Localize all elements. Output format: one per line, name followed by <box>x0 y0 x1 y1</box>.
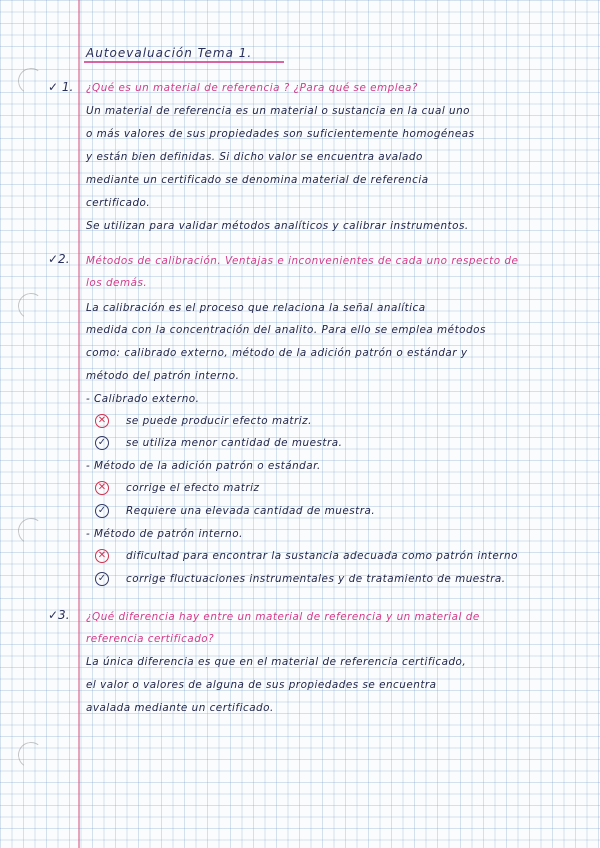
advantage-item: se utiliza menor cantidad de muestra. <box>126 437 343 449</box>
cross-icon: ✕ <box>95 481 109 495</box>
method-heading: - Método de la adición patrón o estándar. <box>86 460 321 472</box>
disadvantage-item: se puede producir efecto matriz. <box>126 415 312 427</box>
binder-hole <box>16 66 46 96</box>
check-icon: ✓ <box>95 436 109 450</box>
answer-line: Se utilizan para validar métodos analíticos y calibrar instrumentos. <box>86 220 469 232</box>
disadvantage-item: dificultad para encontrar la sustancia adecuada como patrón interno <box>126 550 518 562</box>
question-3-number: ✓3. <box>48 608 70 622</box>
binder-hole <box>16 740 46 770</box>
answer-line: o más valores de sus propiedades son suficientemente homogéneas <box>86 128 475 140</box>
answer-line: La calibración es el proceso que relaciona la señal analítica <box>86 302 426 314</box>
answer-line: Un material de referencia es un material o sustancia en la cual uno <box>86 105 471 117</box>
method-heading: - Método de patrón interno. <box>86 528 243 540</box>
answer-line: y están bien definidas. Si dicho valor se encuentra avalado <box>86 151 423 163</box>
question-2-number: ✓2. <box>48 252 70 266</box>
check-icon: ✓ <box>95 504 109 518</box>
answer-line: avalada mediante un certificado. <box>86 702 274 714</box>
question-3-text: referencia certificado? <box>86 633 215 645</box>
title-underline <box>84 61 284 63</box>
question-2-text: Métodos de calibración. Ventajas e inconvenientes de cada uno respecto de <box>86 255 519 267</box>
cross-icon: ✕ <box>95 414 109 428</box>
page-title: Autoevaluación Tema 1. <box>86 46 253 60</box>
question-3-text: ¿Qué diferencia hay entre un material de referencia y un material de <box>86 611 480 623</box>
item: corrige el efecto matriz <box>126 482 260 494</box>
binder-hole <box>16 291 46 321</box>
check-icon: ✓ <box>95 572 109 586</box>
question-1-number: ✓ 1. <box>48 80 74 94</box>
method-heading: - Calibrado externo. <box>86 393 200 405</box>
answer-line: medida con la concentración del analito. Para ello se emplea métodos <box>86 324 486 336</box>
question-2-text: los demás. <box>86 277 148 289</box>
question-1-text: ¿Qué es un material de referencia ? ¿Para qué se emplea? <box>86 82 418 94</box>
answer-line: certificado. <box>86 197 151 209</box>
item: Requiere una elevada cantidad de muestra. <box>126 505 376 517</box>
answer-line: método del patrón interno. <box>86 370 240 382</box>
binder-hole <box>16 516 46 546</box>
answer-line: como: calibrado externo, método de la adición patrón o estándar y <box>86 347 468 359</box>
answer-line: mediante un certificado se denomina material de referencia <box>86 174 429 186</box>
answer-line: el valor o valores de alguna de sus propiedades se encuentra <box>86 679 437 691</box>
answer-line: La única diferencia es que en el material de referencia certificado, <box>86 656 467 668</box>
margin-line <box>78 0 80 848</box>
advantage-item: corrige fluctuaciones instrumentales y de tratamiento de muestra. <box>126 573 506 585</box>
cross-icon: ✕ <box>95 549 109 563</box>
